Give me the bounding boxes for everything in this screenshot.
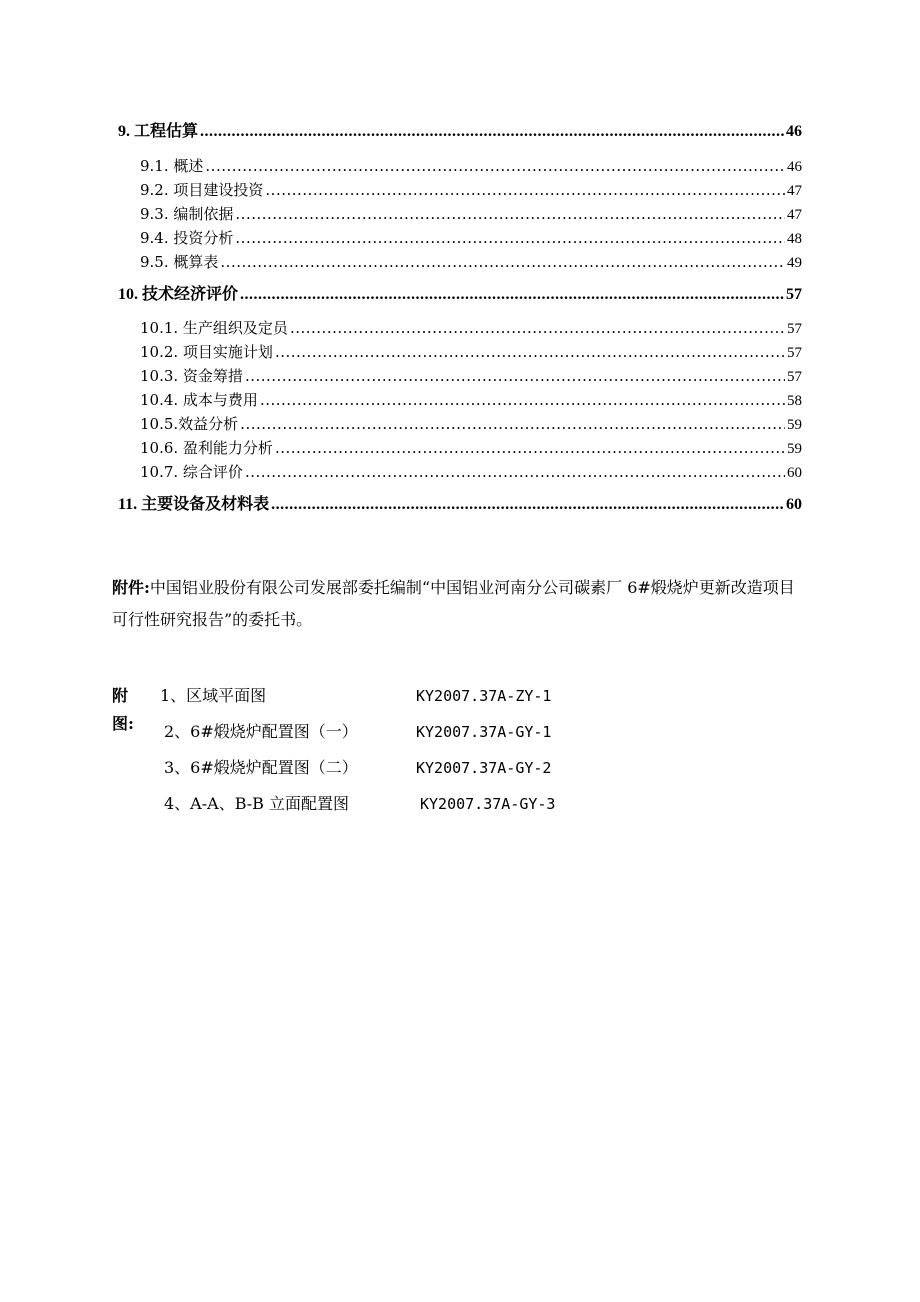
toc-leader bbox=[205, 154, 785, 178]
toc-leader bbox=[275, 436, 785, 460]
attachment-text: 中国铝业股份有限公司发展部委托编制“中国铝业河南分公司碳素厂 6#煅烧炉更新改造项目可行性研究报告”的委托书。 bbox=[112, 578, 795, 629]
figure-title: 3、6#煅烧炉配置图（二） bbox=[164, 758, 358, 777]
figure-code: KY2007.37A-ZY-1 bbox=[416, 687, 552, 705]
toc-entry-page: 57 bbox=[787, 321, 802, 337]
toc-entry[interactable] bbox=[140, 412, 802, 436]
toc-entry-page: 48 bbox=[787, 231, 802, 247]
toc-entry-label: 9.3. 编制依据 bbox=[140, 205, 234, 223]
toc-entry[interactable] bbox=[140, 364, 802, 388]
toc-entry-page: 46 bbox=[787, 159, 802, 175]
figure-code: KY2007.37A-GY-3 bbox=[420, 795, 556, 813]
toc-entry-page: 60 bbox=[787, 465, 802, 481]
attachment-paragraph bbox=[112, 572, 806, 636]
toc-entry-page: 47 bbox=[787, 207, 802, 223]
toc-entry-label: 10. 技术经济评价 bbox=[118, 286, 239, 303]
toc-entry-label: 10.2. 项目实施计划 bbox=[140, 343, 273, 361]
figure-title: 4、A-A、B-B 立面配置图 bbox=[164, 794, 350, 813]
toc-entry-label: 9. 工程估算 bbox=[118, 123, 199, 140]
toc-leader bbox=[260, 388, 785, 412]
toc-entry-page: 57 bbox=[787, 369, 802, 385]
figure-code: KY2007.37A-GY-2 bbox=[416, 759, 552, 777]
toc-entry-label: 9.2. 项目建设投资 bbox=[140, 181, 264, 199]
toc-entry-label: 11. 主要设备及材料表 bbox=[118, 496, 270, 513]
figure-title: 1、区域平面图 bbox=[160, 686, 267, 705]
toc-entry[interactable] bbox=[140, 460, 802, 484]
toc-entry-page: 59 bbox=[787, 441, 802, 457]
toc-entry-page: 49 bbox=[787, 255, 802, 271]
figure-title: 2、6#煅烧炉配置图（一） bbox=[164, 722, 358, 741]
toc-entry[interactable] bbox=[140, 388, 802, 412]
toc-leader bbox=[245, 364, 785, 388]
figure-code: KY2007.37A-GY-1 bbox=[416, 723, 552, 741]
toc-entry-label: 10.4. 成本与费用 bbox=[140, 391, 258, 409]
toc-leader bbox=[240, 412, 785, 436]
toc-leader bbox=[290, 316, 785, 340]
toc-entry-page: 60 bbox=[786, 496, 802, 513]
toc-leader bbox=[240, 283, 784, 307]
toc-entry-label: 9.5. 概算表 bbox=[140, 253, 219, 271]
toc-entry[interactable] bbox=[140, 178, 802, 202]
toc-entry-page: 58 bbox=[787, 393, 802, 409]
figures-lead: 附图: bbox=[112, 686, 134, 733]
toc-entry-page: 57 bbox=[786, 286, 802, 303]
toc-entry-label: 9.1. 概述 bbox=[140, 157, 204, 175]
toc-entry-label: 10.5.效益分析 bbox=[140, 415, 239, 433]
toc-entry-label: 10.3. 资金筹措 bbox=[140, 367, 243, 385]
toc-entry[interactable] bbox=[118, 493, 802, 517]
toc-entry-label: 10.1. 生产组织及定员 bbox=[140, 319, 288, 337]
toc-entry-label: 9.4. 投资分析 bbox=[140, 229, 234, 247]
toc-leader bbox=[275, 340, 785, 364]
toc-entry[interactable] bbox=[140, 154, 802, 178]
toc-leader bbox=[235, 226, 785, 250]
toc-entry[interactable] bbox=[140, 436, 802, 460]
toc-leader bbox=[235, 202, 785, 226]
toc-entry-label: 10.7. 综合评价 bbox=[140, 463, 243, 481]
toc-entry[interactable] bbox=[140, 316, 802, 340]
toc-entry[interactable] bbox=[118, 120, 802, 144]
toc-entry[interactable] bbox=[140, 250, 802, 274]
toc-leader bbox=[245, 460, 785, 484]
toc-entry-label: 10.6. 盈利能力分析 bbox=[140, 439, 273, 457]
attachment-lead: 附件: bbox=[112, 578, 150, 597]
toc-entry[interactable] bbox=[140, 340, 802, 364]
toc-entry-page: 59 bbox=[787, 417, 802, 433]
toc-entry[interactable] bbox=[140, 202, 802, 226]
toc-leader bbox=[200, 120, 784, 144]
toc-leader bbox=[271, 493, 784, 517]
toc-entry-page: 46 bbox=[786, 123, 802, 140]
toc-leader bbox=[220, 250, 785, 274]
toc-entry[interactable] bbox=[118, 283, 802, 307]
toc-leader bbox=[265, 178, 785, 202]
toc-entry-page: 57 bbox=[787, 345, 802, 361]
toc-entry[interactable] bbox=[140, 226, 802, 250]
toc-entry-page: 47 bbox=[787, 183, 802, 199]
